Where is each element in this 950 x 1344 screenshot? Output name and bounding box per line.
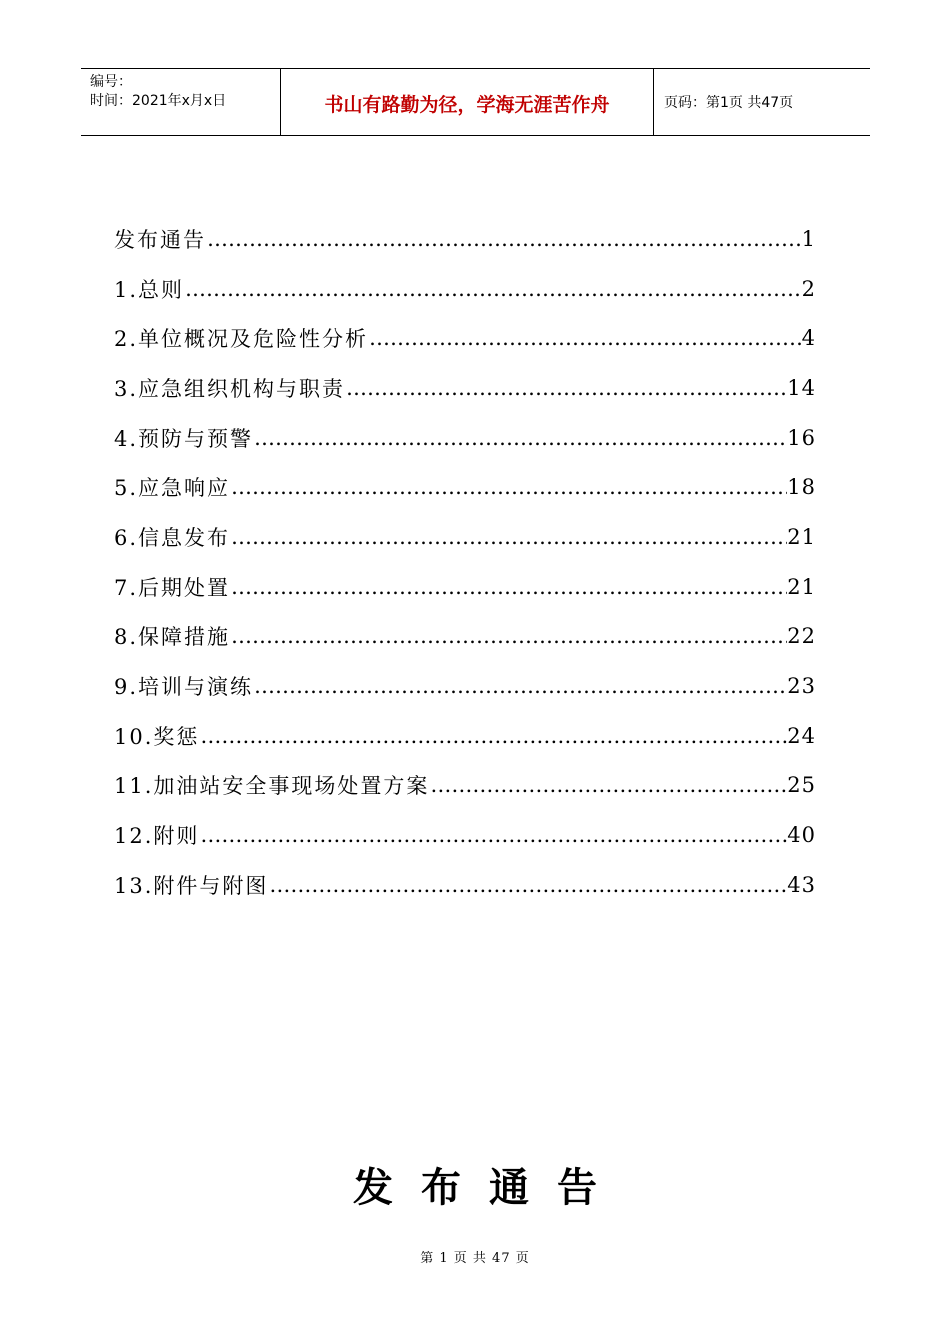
toc-entry-title: 5.应急响应 — [114, 476, 231, 501]
toc-leader-dots — [184, 277, 802, 301]
toc-entry[interactable] — [114, 214, 816, 264]
table-of-contents — [114, 214, 816, 910]
toc-entry[interactable] — [114, 512, 816, 562]
toc-entry-page: 43 — [787, 872, 816, 897]
page-header — [81, 68, 870, 136]
document-time-label: 时间：2021年x月x日 — [90, 93, 227, 109]
toc-entry-page: 23 — [787, 674, 816, 699]
toc-entry-page: 2 — [801, 276, 816, 301]
toc-entry-title: 4.预防与预警 — [114, 426, 254, 451]
toc-entry-title: 7.后期处置 — [114, 575, 231, 600]
toc-entry-title: 2.单位概况及危险性分析 — [114, 327, 369, 352]
document-number-label: 编号： — [90, 74, 132, 90]
toc-entry-page: 21 — [787, 574, 816, 599]
toc-entry[interactable] — [114, 661, 816, 711]
toc-entry-page: 16 — [787, 425, 816, 450]
toc-entry-title: 1.总则 — [114, 277, 185, 302]
header-slogan: 书山有路勤为径，学海无涯苦作舟 — [281, 69, 654, 135]
toc-entry-title: 11.加油站安全事现场处置方案 — [114, 774, 430, 799]
toc-leader-dots — [253, 674, 787, 698]
toc-leader-dots — [230, 475, 787, 499]
toc-entry[interactable] — [114, 264, 816, 314]
toc-entry-page: 21 — [787, 524, 816, 549]
toc-entry[interactable] — [114, 562, 816, 612]
toc-entry-page: 4 — [801, 326, 816, 351]
toc-leader-dots — [345, 376, 787, 400]
toc-entry-title: 发布通告 — [114, 227, 206, 252]
toc-leader-dots — [199, 823, 787, 847]
toc-leader-dots — [253, 426, 787, 450]
toc-entry[interactable] — [114, 462, 816, 512]
toc-leader-dots — [368, 326, 802, 350]
toc-entry-page: 40 — [787, 823, 816, 848]
toc-leader-dots — [429, 773, 787, 797]
header-page-info: 页码：第1页 共47页 — [664, 95, 794, 111]
toc-entry-title: 6.信息发布 — [114, 525, 231, 550]
header-meta — [81, 69, 281, 135]
toc-leader-dots — [230, 525, 787, 549]
toc-entry-title: 3.应急组织机构与职责 — [114, 376, 346, 401]
toc-entry-title: 9.培训与演练 — [114, 675, 254, 700]
toc-entry[interactable] — [114, 413, 816, 463]
toc-entry[interactable] — [114, 612, 816, 662]
toc-entry-title: 12.附则 — [114, 824, 200, 849]
toc-leader-dots — [230, 624, 787, 648]
toc-entry[interactable] — [114, 860, 816, 910]
toc-entry-page: 24 — [787, 723, 816, 748]
page-footer: 第 1 页 共 47 页 — [420, 1251, 530, 1266]
toc-leader-dots — [268, 873, 787, 897]
toc-entry-title: 13.附件与附图 — [114, 873, 269, 898]
toc-leader-dots — [230, 575, 787, 599]
toc-entry[interactable] — [114, 363, 816, 413]
section-title: 发布通告 — [353, 1165, 625, 1211]
toc-entry[interactable] — [114, 810, 816, 860]
toc-entry-title: 8.保障措施 — [114, 625, 231, 650]
toc-entry-page: 14 — [787, 375, 816, 400]
toc-entry-page: 1 — [801, 226, 816, 251]
toc-leader-dots — [206, 227, 802, 251]
toc-entry-page: 25 — [787, 773, 816, 798]
toc-entry-title: 10.奖惩 — [114, 724, 200, 749]
toc-entry[interactable] — [114, 711, 816, 761]
toc-entry-page: 22 — [787, 624, 816, 649]
toc-entry-page: 18 — [787, 475, 816, 500]
toc-entry[interactable] — [114, 761, 816, 811]
toc-leader-dots — [199, 724, 787, 748]
toc-entry[interactable] — [114, 313, 816, 363]
